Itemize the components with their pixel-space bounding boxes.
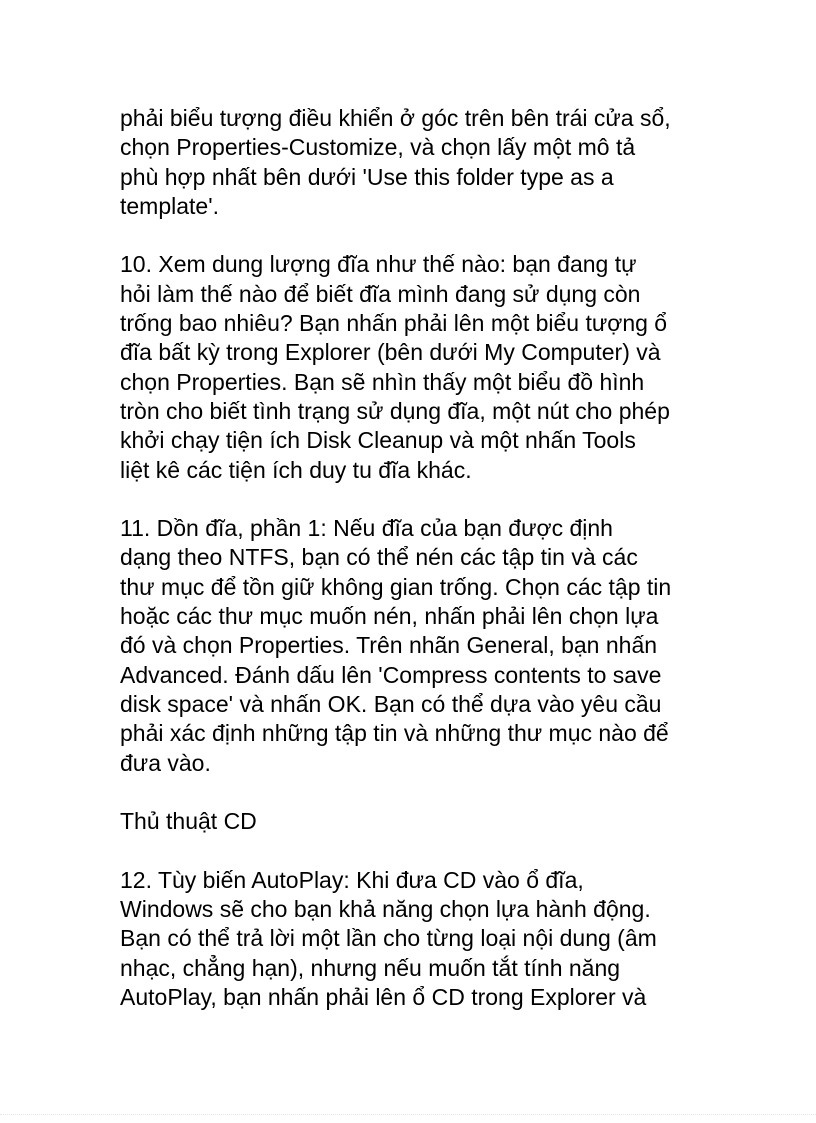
document-body [120, 104, 710, 1012]
text-line: 11. Dồn đĩa, phần 1: Nếu đĩa của bạn được định [120, 515, 613, 542]
paragraph-tip-12 [120, 866, 710, 1012]
text-line: khởi chạy tiện ích Disk Cleanup và một nhấn Tools [120, 427, 636, 454]
page-bottom-edge [0, 1114, 816, 1115]
text-line: Advanced. Đánh dấu lên 'Compress contents to save [120, 661, 662, 688]
text-line: AutoPlay, bạn nhấn phải lên ổ CD trong Explorer và [120, 983, 647, 1010]
text-line: đĩa bất kỳ trong Explorer (bên dưới My Computer) và [120, 339, 661, 366]
text-line: hoặc các thư mục muốn nén, nhấn phải lên chọn lựa [120, 603, 659, 630]
text-line: thư mục để tồn giữ không gian trống. Chọn các tập tin [120, 573, 672, 600]
paragraph-gap [120, 221, 710, 250]
text-line: Bạn có thể trả lời một lần cho từng loại nội dung (âm [120, 925, 657, 952]
text-line: chọn Properties. Bạn sẽ nhìn thấy một biểu đồ hình [120, 368, 645, 395]
paragraph-gap [120, 836, 710, 865]
text-line: template'. [120, 192, 219, 219]
paragraph-tip-10 [120, 250, 710, 484]
text-line: Windows sẽ cho bạn khả năng chọn lựa hành động. [120, 896, 651, 923]
text-line: 12. Tùy biến AutoPlay: Khi đưa CD vào ổ đĩa, [120, 866, 584, 893]
text-line: dạng theo NTFS, bạn có thể nén các tập tin và các [120, 544, 638, 571]
paragraph-gap [120, 485, 710, 514]
section-heading-cd-tips [120, 807, 710, 836]
text-line: nhạc, chẳng hạn), nhưng nếu muốn tắt tính năng [120, 954, 621, 981]
text-line: trống bao nhiêu? Bạn nhấn phải lên một biểu tượng ổ [120, 310, 668, 337]
text-line: đó và chọn Properties. Trên nhãn General, bạn nhấn [120, 632, 658, 659]
text-line: 10. Xem dung lượng đĩa như thế nào: bạn đang tự [120, 251, 637, 278]
text-line: Thủ thuật CD [120, 808, 257, 835]
paragraph-continuation [120, 104, 710, 221]
paragraph-tip-11 [120, 514, 710, 778]
text-line: phù hợp nhất bên dưới 'Use this folder type as a [120, 163, 614, 190]
text-line: disk space' và nhấn OK. Bạn có thể dựa vào yêu cầu [120, 690, 662, 717]
text-line: hỏi làm thế nào để biết đĩa mình đang sử dụng còn [120, 280, 641, 307]
text-line: phải biểu tượng điều khiển ở góc trên bên trái cửa sổ, [120, 105, 671, 131]
paragraph-gap [120, 778, 710, 807]
text-line: đưa vào. [120, 749, 211, 776]
text-line: tròn cho biết tình trạng sử dụng đĩa, một nút cho phép [120, 397, 670, 424]
text-line: phải xác định những tập tin và những thư mục nào để [120, 720, 669, 747]
text-line: liệt kê các tiện ích duy tu đĩa khác. [120, 456, 472, 483]
text-line: chọn Properties-Customize, và chọn lấy một mô tả [120, 134, 636, 161]
